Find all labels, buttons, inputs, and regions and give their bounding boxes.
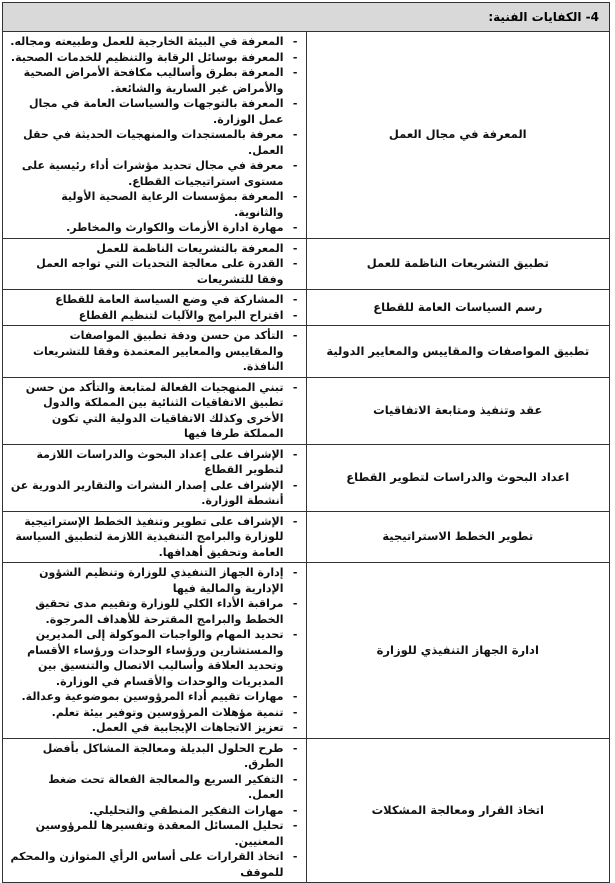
competency-item: - المعرفة بوسائل الرقابة والتنظيم للخدمات الصحية.: [9, 50, 298, 66]
competency-item: - معرفة في مجال تحديد مؤشرات أداء رئيسية على مستوى استراتيجيات القطاع.: [9, 158, 298, 189]
competency-item: - التفكير السريع والمعالجة الفعالة تحت ضغط العمل.: [9, 772, 298, 803]
competency-category: تطوير الخطط الاستراتيجية: [306, 511, 610, 563]
competency-row: [3, 238, 610, 290]
competency-item: - اقتراح البرامج والآليات لتنظيم القطاع: [9, 308, 298, 324]
competency-item-list: [9, 380, 298, 442]
competency-item: - التأكد من حسن ودقة تطبيق المواصفات والمقاييس والمعايير المعتمدة وفقا للتشريعات النافذة.: [9, 328, 298, 375]
competency-item-list: [9, 292, 298, 323]
competency-item: - تنمية مؤهلات المرؤوسين وتوفير بيئة تعلم.: [9, 705, 298, 721]
competency-items-cell: [3, 32, 307, 239]
competency-category: المعرفة في مجال العمل: [306, 32, 610, 239]
competency-items-cell: [3, 511, 307, 563]
competency-row: [3, 326, 610, 378]
competency-items-cell: [3, 738, 307, 883]
competency-item: - المعرفة بالتوجهات والسياسات العامة في مجال عمل الوزارة.: [9, 96, 298, 127]
competency-row: [3, 290, 610, 326]
competency-items-cell: [3, 326, 307, 378]
competency-item-list: [9, 447, 298, 509]
competency-item-list: [9, 328, 298, 375]
competency-items-cell: [3, 238, 307, 290]
competency-items-cell: [3, 290, 307, 326]
competencies-table-wrapper: [2, 2, 610, 883]
competency-item: - المشاركة في وضع السياسة العامة للقطاع: [9, 292, 298, 308]
competency-item-list: [9, 241, 298, 288]
competency-item: - تبني المنهجيات الفعالة لمتابعة والتأكد من حسن تطبيق الاتفاقيات الثنائية بين المملكة والدول الأخرى وكذلك الاتفاقيات الدولية التي تكون المملكة طرفا فيها: [9, 380, 298, 442]
competency-row: [3, 738, 610, 883]
competency-category: اتخاذ القرار ومعالجة المشكلات: [306, 738, 610, 883]
competency-item: - تحديد المهام والواجبات الموكولة إلى المديرين والمستشارين ورؤساء الوحدات ورؤساء الأقسام وتحديد العلاقة وأساليب الاتصال والتنسيق بين المديريات والوحدات والأقسام في الوزارة.: [9, 627, 298, 689]
competency-item: - مهارات تقييم أداء المرؤوسين بموضوعية وعدالة.: [9, 689, 298, 705]
competency-item: - طرح الحلول البديلة ومعالجة المشاكل بأفضل الطرق.: [9, 741, 298, 772]
competency-item-list: [9, 741, 298, 881]
competency-category: تطبيق المواصفات والمقاييس والمعايير الدولية: [306, 326, 610, 378]
technical-competencies-table: [2, 2, 610, 883]
competency-item: - المعرفة بمؤسسات الرعاية الصحية الأولية والثانوية.: [9, 189, 298, 220]
competency-item: - الإشراف على تطوير وتنفيذ الخطط الإستراتيجية للوزارة والبرامج التنفيذية اللازمة لتطبيق السياسة العامة وتحقيق أهدافها.: [9, 514, 298, 561]
competency-category: تطبيق التشريعات الناظمة للعمل: [306, 238, 610, 290]
competency-item: - المعرفة بالتشريعات الناظمة للعمل: [9, 241, 298, 257]
competency-row: [3, 444, 610, 511]
competency-items-cell: [3, 563, 307, 739]
competency-category: رسم السياسات العامة للقطاع: [306, 290, 610, 326]
competency-item: - إدارة الجهاز التنفيذي للوزارة وتنظيم الشؤون الإدارية والمالية فيها: [9, 565, 298, 596]
competency-item: - تعزيز الاتجاهات الإيجابية في العمل.: [9, 720, 298, 736]
competency-item: - تحليل المسائل المعقدة وتفسيرها للمرؤوسين المعنيين.: [9, 818, 298, 849]
competency-items-cell: [3, 377, 307, 444]
competency-item: - المعرفة بطرق وأساليب مكافحة الأمراض الصحية والأمراض غير السارية والشائعة.: [9, 65, 298, 96]
competency-category: ادارة الجهاز التنفيذي للوزارة: [306, 563, 610, 739]
competency-item: - مهارات التفكير المنطقي والتحليلي.: [9, 803, 298, 819]
competency-items-cell: [3, 444, 307, 511]
competency-category: اعداد البحوث والدراسات لتطوير القطاع: [306, 444, 610, 511]
competency-item: - القدرة على معالجة التحديات التي تواجه العمل وفقا للتشريعات: [9, 256, 298, 287]
competency-item: - المعرفة في البيئة الخارجية للعمل وطبيعته ومجاله.: [9, 34, 298, 50]
competency-item: - الإشراف على إعداد البحوث والدراسات اللازمة لتطوير القطاع: [9, 447, 298, 478]
competency-row: [3, 563, 610, 739]
competency-item: - اتخاذ القرارات على أساس الرأي المتوازن والمحكم للموقف: [9, 849, 298, 880]
competency-row: [3, 377, 610, 444]
section-title: 4- الكفايات الفنية:: [3, 3, 610, 32]
competency-category: عقد وتنفيذ ومتابعة الاتفاقيات: [306, 377, 610, 444]
table-header-row: [3, 3, 610, 32]
competency-item: - مراقبة الأداء الكلي للوزارة وتقييم مدى تحقيق الخطط والبرامج المقترحة للأهداف المرجوة.: [9, 596, 298, 627]
competency-item-list: [9, 565, 298, 736]
competency-item: - مهارة ادارة الأزمات والكوارث والمخاطر.: [9, 220, 298, 236]
competency-item-list: [9, 34, 298, 236]
competency-row: [3, 511, 610, 563]
competency-item: - الإشراف على إصدار النشرات والتقارير الدورية عن أنشطة الوزارة.: [9, 478, 298, 509]
competency-item: - معرفة بالمستجدات والمنهجيات الحديثة في حقل العمل.: [9, 127, 298, 158]
competency-item-list: [9, 514, 298, 561]
competency-row: [3, 32, 610, 239]
